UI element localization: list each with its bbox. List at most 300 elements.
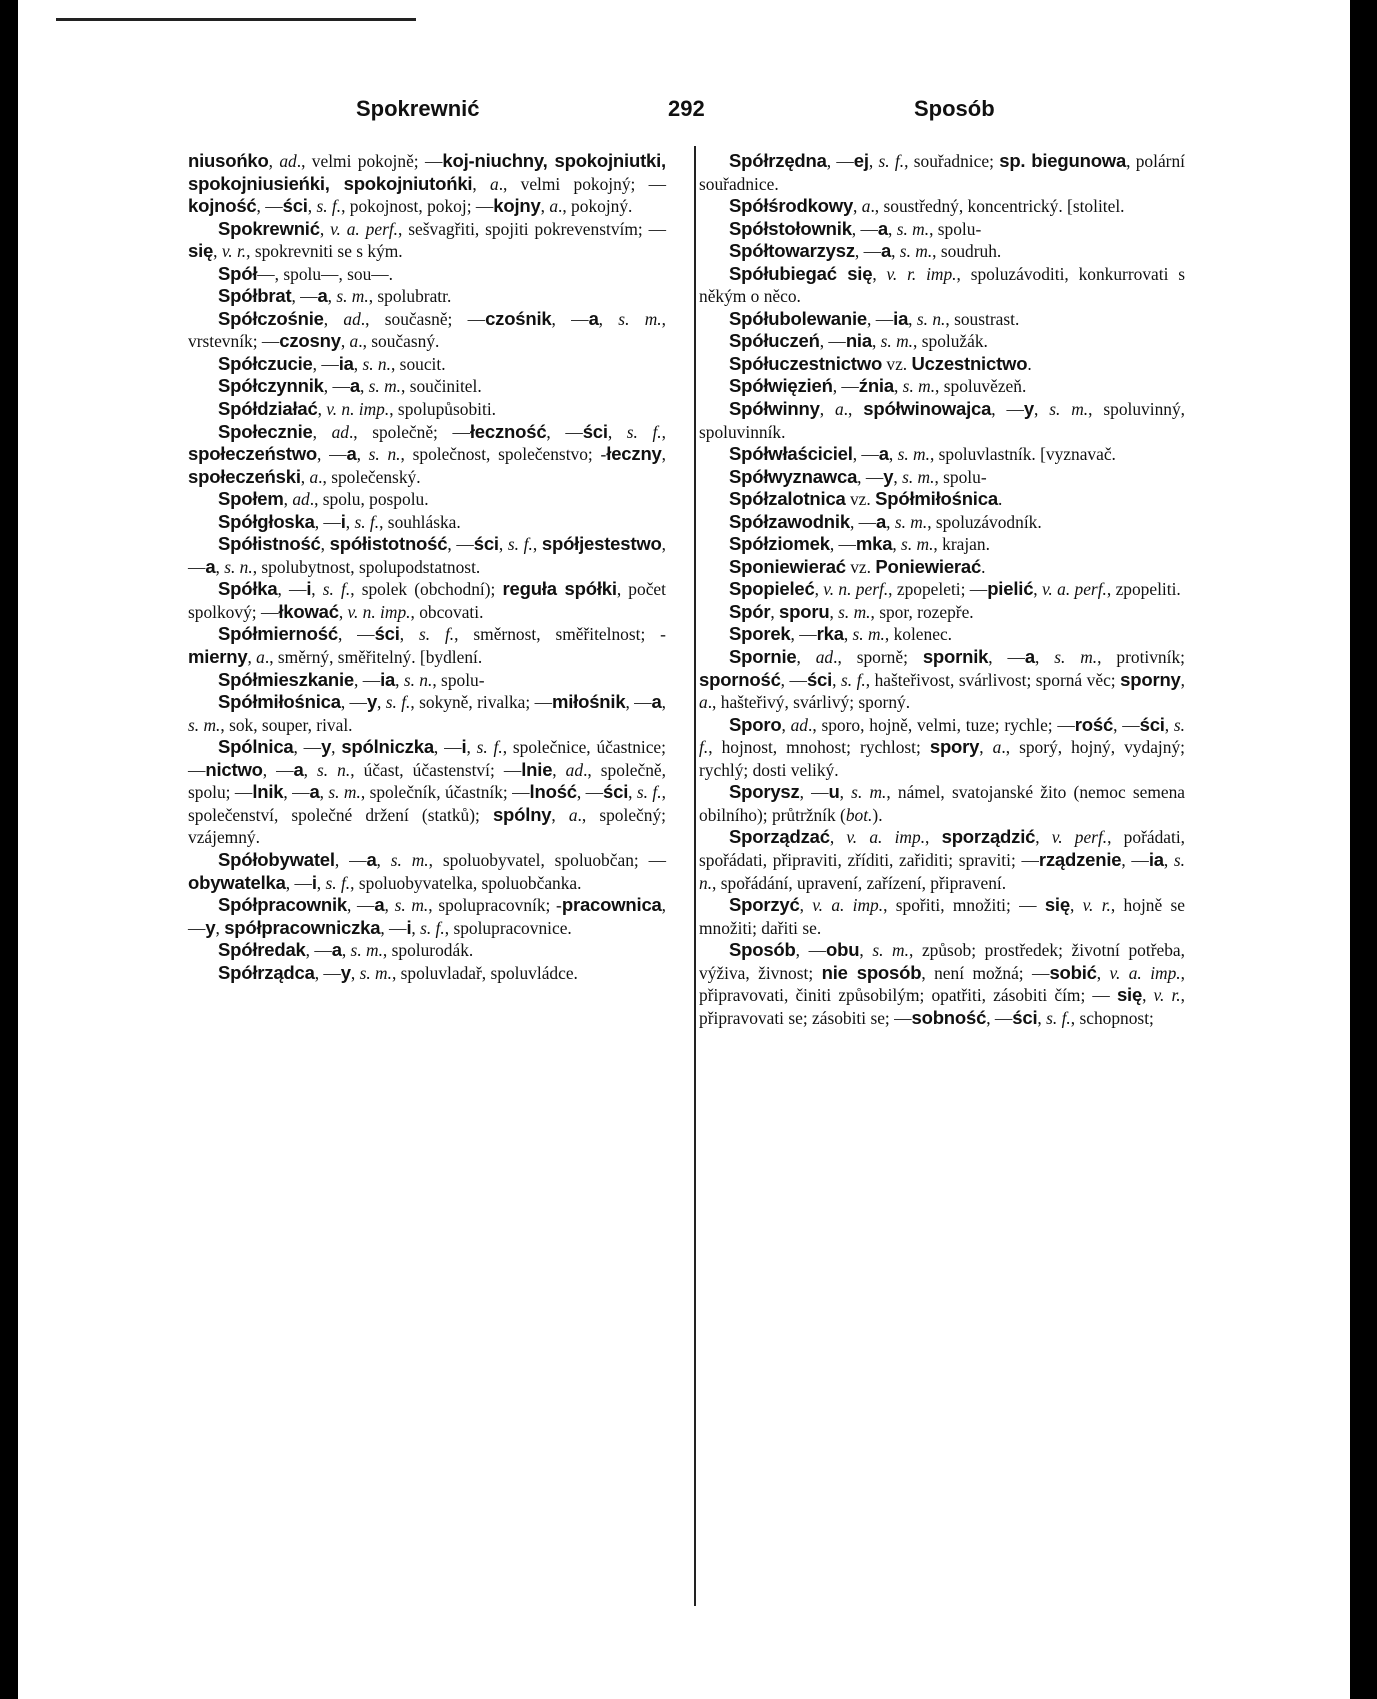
- entry-headword: ści: [582, 420, 608, 442]
- entry-text: , —: [790, 624, 817, 645]
- entry-headword: Sporek: [729, 623, 791, 645]
- entry-headword: Spółczośnie: [218, 307, 324, 329]
- entry-text: , sok, souper, rival.: [220, 714, 353, 735]
- entry-text: , společník, účastník; —: [360, 782, 530, 803]
- grammar-label: v. a. perf.: [1042, 579, 1107, 600]
- column-divider: [694, 146, 696, 1606]
- entry-headword: spółpracowniczka: [224, 916, 381, 938]
- entry-text: ,: [829, 601, 839, 622]
- entry-text: ,: [819, 399, 835, 420]
- entry-text: , —: [188, 895, 667, 938]
- entry-headword: źnia: [858, 375, 894, 397]
- dictionary-entry: [699, 578, 1185, 601]
- entry-text: , pořádati, spořádati, připraviti, zříditi, zařiditi; spraviti; —: [699, 827, 1186, 870]
- grammar-label: s. n.: [403, 669, 433, 690]
- entry-text: ,: [796, 647, 816, 668]
- grammar-label: s. m.: [1054, 647, 1098, 668]
- entry-text: .: [981, 556, 986, 577]
- entry-text: , spolu-: [934, 466, 987, 487]
- dictionary-entry: [188, 398, 666, 421]
- dictionary-entry: [699, 240, 1185, 263]
- entry-text: ,: [307, 196, 317, 217]
- entry-text: , spolupracovnice.: [444, 917, 572, 938]
- entry-text: , —: [312, 353, 339, 374]
- entry-text: , —: [340, 692, 367, 713]
- entry-text: vz.: [845, 489, 876, 510]
- entry-text: , —: [380, 917, 407, 938]
- dictionary-entry: [699, 601, 1185, 624]
- entry-headword: Spółdziałać: [218, 398, 318, 420]
- dictionary-entry: [188, 578, 666, 623]
- header-left-guide-word: Spokrewnić: [356, 96, 480, 121]
- entry-text: ,: [319, 218, 331, 239]
- grammar-label: v. r.: [1082, 895, 1111, 916]
- entry-text: , souhláska.: [379, 511, 461, 532]
- entry-text: ,: [1163, 849, 1174, 870]
- entry-text: ,: [1034, 647, 1055, 668]
- grammar-label: s. n.: [699, 849, 1185, 893]
- entry-headword: sporu: [779, 600, 830, 622]
- entry-text: ., společný; vzájemný.: [188, 804, 666, 848]
- entry-text: , —: [826, 151, 854, 171]
- entry-text: ., současně; —: [360, 308, 486, 329]
- entry-headword: Spółredak: [218, 939, 306, 961]
- entry-headword: Spółziomek: [729, 533, 830, 555]
- entry-headword: Spółistność: [218, 533, 321, 555]
- entry-text: ,: [247, 647, 257, 668]
- entry-text: , soudruh.: [932, 241, 1002, 262]
- dictionary-entry: [188, 736, 666, 849]
- grammar-label: s. m.: [902, 376, 936, 397]
- dictionary-entry: [188, 691, 666, 736]
- entry-text: , spolu-: [929, 218, 982, 239]
- grammar-label: v. a. imp.: [812, 895, 884, 916]
- dictionary-entry: [188, 511, 666, 534]
- grammar-label: a: [256, 647, 265, 668]
- entry-text: , —: [334, 849, 367, 870]
- entry-text: ,: [925, 827, 942, 848]
- entry-headword: lnie: [521, 758, 553, 780]
- header-right-guide-word: Sposób: [914, 96, 995, 121]
- grammar-label: s. m.: [838, 601, 871, 622]
- dictionary-entry: [699, 353, 1185, 376]
- entry-text: , —: [551, 308, 589, 329]
- entry-text: —, spolu—, sou—.: [257, 263, 394, 284]
- entry-text: , společenství, společné držení (statků);: [188, 782, 666, 825]
- grammar-label: s. m.: [872, 940, 909, 961]
- entry-headword: kojny: [493, 195, 541, 217]
- dictionary-entry: [188, 353, 666, 376]
- entry-text: , námel, svatojanské žito (nemoc semena obilního); průtržník (: [699, 782, 1186, 825]
- entry-text: , spořiti, množiti; —: [883, 895, 1045, 916]
- entry-headword: Spółmiłośnica: [875, 488, 998, 510]
- entry-headword: a: [878, 443, 889, 465]
- entry-text: ,: [892, 534, 902, 555]
- entry-text: ,: [350, 962, 360, 983]
- entry-text: ,: [532, 534, 542, 555]
- entry-text: ,: [871, 331, 881, 352]
- entry-text: , —: [851, 218, 878, 239]
- grammar-label: s. m.: [899, 241, 933, 262]
- entry-headword: rość: [1074, 713, 1114, 735]
- entry-text: , —: [1113, 714, 1140, 735]
- entry-headword: Sponiewierać: [729, 555, 846, 577]
- grammar-label: s. n.: [368, 444, 401, 465]
- entry-text: , spořádání, upravení, zařízení, připravení.: [712, 872, 1007, 893]
- dictionary-entry: [188, 623, 666, 668]
- entry-headword: spółwinowajca: [863, 398, 992, 420]
- entry-text: ,: [829, 827, 847, 848]
- dictionary-entry: [188, 669, 666, 692]
- entry-text: , —: [447, 534, 474, 555]
- grammar-label: s. m.: [902, 466, 935, 487]
- grammar-label: s. f.: [476, 737, 503, 758]
- entry-headword: sobność: [911, 1006, 987, 1028]
- entry-text: , spoluobyvatel, spoluobčan; —: [428, 849, 666, 870]
- entry-text: , —: [293, 737, 322, 758]
- entry-headword: Spopieleć: [729, 578, 815, 600]
- entry-text: ,: [551, 804, 569, 825]
- dictionary-entry: [699, 308, 1185, 331]
- entry-headword: Spółczucie: [218, 352, 313, 374]
- entry-text: , součinitel.: [401, 376, 482, 397]
- entry-text: ,: [1069, 895, 1083, 916]
- entry-text: ,: [359, 376, 369, 397]
- dictionary-entry: [699, 488, 1185, 511]
- entry-headword: ści: [603, 781, 629, 803]
- grammar-label: s. n.: [362, 353, 391, 374]
- entry-text: ,: [853, 196, 862, 217]
- entry-text: ,: [323, 308, 344, 329]
- grammar-label: a: [992, 737, 1002, 758]
- dictionary-entry: [188, 150, 666, 218]
- dictionary-entry: [699, 556, 1185, 579]
- dictionary-entry: [188, 375, 666, 398]
- grammar-label: s. m.: [894, 511, 928, 532]
- entry-text: ,: [1033, 579, 1042, 600]
- entry-headword: nictwo: [205, 758, 263, 780]
- entry-text: ,: [1033, 399, 1050, 420]
- grammar-label: s. m.: [1049, 399, 1089, 420]
- entry-text: , spokrevniti se s kým.: [246, 241, 403, 262]
- grammar-label: v. a. imp.: [846, 827, 926, 848]
- entry-headword: Spółzawodnik: [729, 510, 850, 532]
- entry-text: , —: [780, 669, 807, 690]
- entry-text: , spolek (obchodní);: [350, 579, 503, 600]
- dictionary-entry: [699, 150, 1185, 195]
- entry-headword: Spółrządca: [218, 961, 315, 983]
- entry-headword: mierny: [188, 646, 248, 668]
- entry-text: , —: [832, 376, 859, 397]
- grammar-label: v. a. perf.: [330, 218, 399, 239]
- entry-text: , —: [849, 511, 877, 532]
- grammar-label: s. f.: [322, 579, 351, 600]
- entry-text: , —: [852, 444, 879, 465]
- grammar-label: a: [861, 196, 871, 217]
- entry-text: ,: [1096, 962, 1110, 983]
- grammar-label: a: [309, 466, 319, 487]
- entry-text: ,: [316, 872, 326, 893]
- dictionary-page: [18, 0, 1350, 1699]
- entry-text: ,: [893, 376, 903, 397]
- entry-headword: i: [340, 510, 346, 532]
- entry-headword: Sporzyć: [729, 894, 800, 916]
- entry-headword: i: [461, 736, 467, 758]
- grammar-label: v. a. imp.: [1109, 962, 1181, 983]
- entry-headword: y: [340, 961, 351, 983]
- entry-headword: ści: [806, 668, 833, 690]
- entry-text: , spoluzávodník.: [927, 511, 1042, 532]
- entry-text: , soucit.: [390, 353, 446, 374]
- grammar-label: a: [549, 196, 559, 217]
- entry-text: vz.: [845, 556, 876, 577]
- dictionary-entry: [699, 330, 1185, 353]
- grammar-label: a: [349, 331, 359, 352]
- entry-text: ,: [843, 624, 853, 645]
- entry-headword: spory: [929, 736, 980, 758]
- dictionary-entry: [699, 263, 1185, 308]
- entry-text: ,: [832, 669, 841, 690]
- dictionary-entry: [188, 488, 666, 511]
- dictionary-entry: [188, 218, 666, 263]
- entry-headword: Spółka: [218, 578, 278, 600]
- entry-headword: sp. biegunowa: [999, 150, 1127, 171]
- grammar-label: a: [489, 173, 499, 194]
- grammar-label: s. f.: [1046, 1007, 1071, 1028]
- entry-text: , spolupracovník; -: [428, 895, 562, 916]
- entry-headword: a: [1024, 646, 1035, 668]
- entry-text: , —: [188, 534, 666, 577]
- entry-headword: łeczny: [606, 443, 662, 465]
- entry-headword: łkować: [278, 600, 339, 622]
- entry-headword: Spółtowarzysz: [729, 240, 855, 262]
- entry-headword: Spółubolewanie: [729, 307, 868, 329]
- entry-headword: Spółpracownik: [218, 894, 347, 916]
- entry-text: , účast, účastenství; —: [350, 759, 522, 780]
- entry-headword: miłośnik: [551, 691, 626, 713]
- grammar-label: s. n.: [317, 759, 351, 780]
- entry-text: , —: [277, 579, 307, 600]
- entry-text: , —: [986, 1007, 1013, 1028]
- entry-headword: spólniczka: [341, 736, 434, 758]
- entry-text: , spolu-: [432, 669, 485, 690]
- entry-text: ., pokojný.: [558, 196, 633, 217]
- grammar-label: s. n.: [224, 556, 253, 577]
- entry-text: , —: [799, 782, 829, 803]
- entry-headword: a: [293, 758, 304, 780]
- entry-text: , sešvagřiti, spojiti pokrevenstvím; —: [398, 218, 666, 239]
- entry-headword: rka: [816, 623, 844, 645]
- entry-headword: Społem: [218, 488, 284, 510]
- entry-headword: a: [876, 510, 887, 532]
- entry-headword: Spółwłaściciel: [729, 443, 853, 465]
- entry-text: , —: [576, 782, 604, 803]
- dictionary-entry: [699, 939, 1185, 1029]
- entry-headword: Spółrzędna: [729, 150, 827, 171]
- entry-text: ,: [338, 601, 348, 622]
- grammar-label: s. f.: [507, 534, 533, 555]
- entry-headword: a: [317, 285, 328, 307]
- entry-text: , spoluvladař, spoluvládce.: [391, 962, 578, 983]
- dictionary-entry: [699, 894, 1185, 939]
- entry-headword: pielić: [987, 578, 1034, 600]
- grammar-label: v. perf.: [1051, 827, 1108, 848]
- entry-text: , připravovati, činiti způsobilým; opatřiti, zásobiti čím; —: [699, 962, 1185, 1006]
- entry-text: ,: [356, 444, 369, 465]
- entry-text: ,: [979, 737, 993, 758]
- entry-headword: ści: [473, 533, 499, 555]
- dictionary-entry: [699, 398, 1185, 443]
- entry-text: ,: [868, 151, 879, 171]
- entry-headword: obu: [826, 939, 860, 961]
- entry-text: , souřadnice;: [904, 151, 1000, 171]
- entry-text: , soustrast.: [945, 308, 1020, 329]
- entry-text: ,: [1035, 827, 1052, 848]
- entry-text: ,: [886, 511, 895, 532]
- entry-headword: ia: [1148, 848, 1164, 870]
- entry-text: ,: [320, 534, 330, 555]
- entry-text: , —: [283, 782, 310, 803]
- entry-headword: sporność: [699, 668, 781, 690]
- entry-headword: a: [374, 894, 385, 916]
- entry-text: .: [997, 489, 1003, 510]
- entry-text: ,: [887, 218, 897, 239]
- entry-text: ,: [540, 196, 550, 217]
- entry-text: ,: [327, 286, 337, 307]
- entry-headword: i: [311, 871, 317, 893]
- grammar-label: s. m.: [336, 286, 369, 307]
- entry-text: , —: [346, 895, 375, 916]
- entry-text: ,: [395, 669, 404, 690]
- entry-headword: y: [883, 465, 894, 487]
- entry-headword: nie sposób: [821, 961, 922, 983]
- entry-headword: lnik: [252, 781, 284, 803]
- entry-text: , —: [323, 376, 350, 397]
- entry-text: , —: [314, 511, 341, 532]
- dictionary-entry: [699, 511, 1185, 534]
- grammar-label: s. m.: [328, 782, 361, 803]
- entry-text: ,: [859, 940, 873, 961]
- entry-text: , hojně se množiti; dařiti se.: [699, 895, 1185, 938]
- entry-headword: ej: [853, 150, 869, 171]
- entry-text: , spoluzávoditi, konkurrovati s někým o něco.: [699, 263, 1186, 307]
- grammar-label: s. f.: [699, 714, 1185, 758]
- entry-headword: Spółwięzień: [729, 375, 833, 397]
- grammar-label: ad: [292, 489, 310, 510]
- entry-text: , —: [988, 647, 1025, 668]
- entry-headword: rządzenie: [1038, 848, 1122, 870]
- entry-text: , polární souřadnice.: [699, 151, 1185, 194]
- entry-headword: Spółwinny: [729, 398, 820, 420]
- entry-headword: społeczeński: [188, 465, 301, 487]
- grammar-label: ad: [790, 714, 808, 735]
- right-column: [699, 150, 1185, 1029]
- entry-text: , —: [314, 962, 341, 983]
- grammar-label: a: [568, 804, 578, 825]
- entry-text: .,: [843, 399, 864, 420]
- entry-headword: koj-niuchny, spokojniutki, spokojniusieńki, spokojniutońki: [188, 150, 666, 194]
- grammar-label: ad: [815, 647, 834, 668]
- entry-headword: ści: [1012, 1006, 1038, 1028]
- entry-headword: a: [366, 848, 377, 870]
- entry-text: , spolužák.: [913, 331, 988, 352]
- entry-headword: a: [309, 781, 320, 803]
- scan-border: [1350, 0, 1377, 1699]
- entry-text: ,: [839, 782, 852, 803]
- entry-text: ,: [317, 399, 327, 420]
- grammar-label: s. m.: [618, 308, 662, 329]
- entry-text: ., společenský.: [318, 466, 421, 487]
- entry-headword: reguła spółki: [502, 578, 617, 600]
- entry-headword: czosny: [279, 330, 341, 352]
- grammar-label: a: [834, 399, 844, 420]
- entry-text: ,: [799, 895, 813, 916]
- entry-headword: Spółmiłośnica: [218, 691, 341, 713]
- entry-text: ,: [498, 534, 508, 555]
- grammar-label: s. m.: [394, 895, 429, 916]
- grammar-label: ad: [565, 759, 584, 780]
- entry-text: , —: [1121, 849, 1149, 870]
- entry-headword: niusońko: [188, 150, 269, 171]
- entry-text: , —: [795, 940, 827, 961]
- grammar-label: s. f.: [354, 511, 380, 532]
- scan-artifact-line: [56, 18, 416, 21]
- grammar-label: v. r.: [1153, 985, 1181, 1006]
- entry-text: , —: [867, 308, 894, 329]
- dictionary-entry: [699, 466, 1185, 489]
- entry-headword: Spornie: [729, 646, 797, 668]
- entry-headword: y: [1023, 398, 1034, 420]
- dictionary-entry: [699, 781, 1185, 826]
- entry-text: , —: [291, 286, 318, 307]
- grammar-label: bot.: [845, 804, 873, 825]
- grammar-label: ad: [279, 151, 297, 171]
- entry-headword: ści: [282, 195, 308, 217]
- entry-headword: i: [306, 578, 312, 600]
- entry-text: ,: [215, 556, 225, 577]
- entry-headword: ia: [380, 668, 396, 690]
- entry-text: , —: [819, 331, 846, 352]
- entry-text: ., sporně;: [833, 647, 923, 668]
- entry-headword: obywatelka: [188, 871, 286, 893]
- entry-text: , —: [285, 872, 312, 893]
- entry-headword: y: [321, 736, 332, 758]
- entry-text: , —: [317, 444, 347, 465]
- entry-text: ,: [1164, 714, 1174, 735]
- entry-text: ,: [770, 601, 780, 622]
- entry-headword: społeczeństwo: [188, 443, 317, 465]
- entry-text: ,: [268, 151, 280, 171]
- entry-text: , —: [829, 534, 856, 555]
- grammar-label: s. f.: [626, 421, 662, 442]
- entry-headword: lność: [529, 781, 577, 803]
- entry-text: , schopnost;: [1070, 1007, 1154, 1028]
- entry-text: ,: [1142, 985, 1154, 1006]
- grammar-label: v. n. imp.: [326, 399, 390, 420]
- entry-text: ., velmi pokojný; —: [498, 173, 667, 194]
- grammar-label: s. f.: [878, 151, 905, 171]
- entry-text: ,: [661, 421, 666, 442]
- entry-text: , —: [546, 421, 583, 442]
- entry-text: ,: [628, 782, 637, 803]
- entry-text: ,: [661, 692, 666, 713]
- entry-text: ,: [283, 489, 293, 510]
- entry-headword: ści: [1139, 713, 1165, 735]
- entry-text: .: [1027, 353, 1032, 374]
- entry-headword: a: [651, 691, 662, 713]
- entry-text: ,: [872, 263, 887, 284]
- grammar-label: s. f.: [636, 782, 662, 803]
